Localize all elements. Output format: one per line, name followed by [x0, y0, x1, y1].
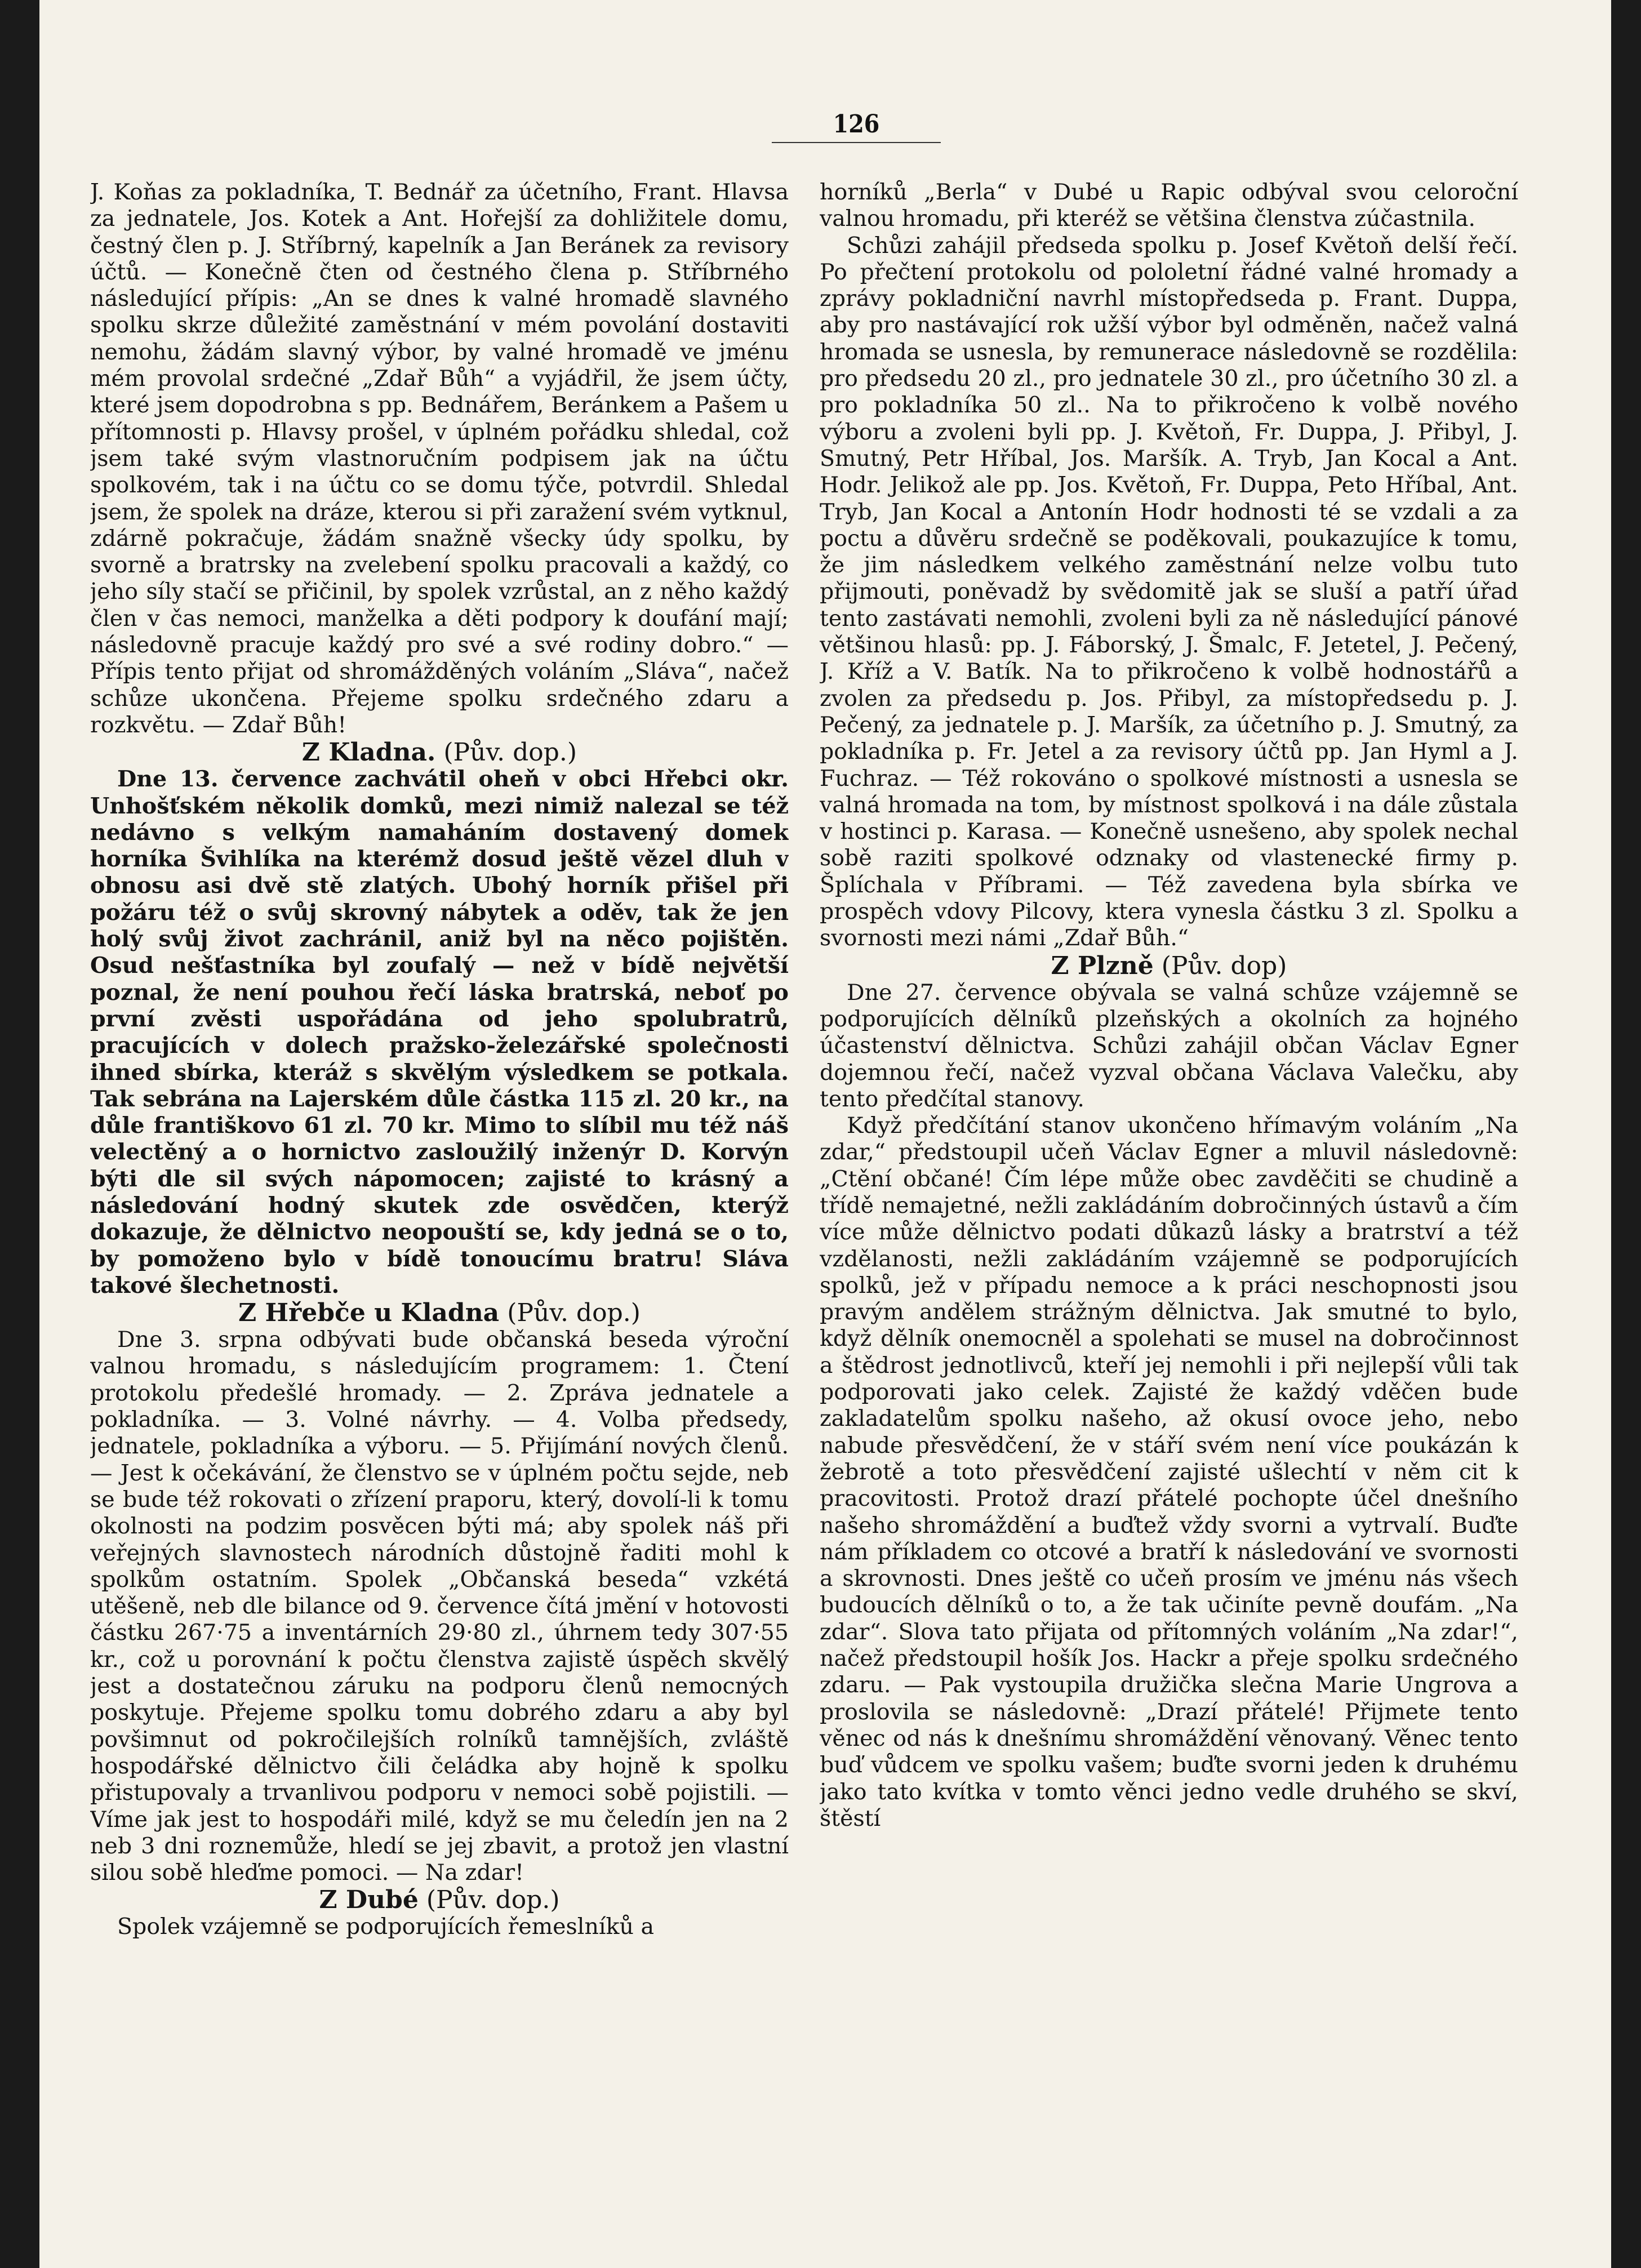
section-heading [90, 739, 789, 766]
heading-note: (Pův. dop.) [426, 1885, 560, 1915]
article-paragraph: Když předčítání stanov ukončeno hřímavým voláním „Na zdar,“ předstoupil učeň Václav Egner a mluvil následovně: „Ctění občané! Čím lépe může obec zavděčiti se chudině a třídě nemajetné, nežli zakládáním dobročinných ústavů a čím více může dělnictvo podati důkazů lásky a bratrství a též vzdělanosti, nežli zakládáním vzájemně se podporujících spolků, jež v případu nemoce a k práci neschopnosti jsou pravým andělem strážným dělnictva. Jak smutné to bylo, když dělník onemocněl a spolehati se musel na dobročinnost a štědrost jednotlivců, kteří jej nemohli i při nejlepší vůli tak podporovati jako celek. Zajisté že každý vděčen bude zakladatelům spolku našeho, až okusí ovoce jeho, nebo nabude přesvědčení, že v stáří svém není více poukázán k žebrotě a toto přesvědčení zajisté ušlechtí v něm cit k pracovitosti. Protož drazí přátelé pochopte účel dnešního našeho shromáždění a buďtež vždy svorni a vytrvalí. Buďte nám příkladem co otcové a bratří k následování ve svornosti a skrovnosti. Dnes ještě co učeň prosím ve jménu nás všech budoucích dělníků o to, a že tak učiníte pevně doufám. „Na zdar“. Slova tato přijata od přítomných voláním „Na zdar!“, načež předstoupil hošík Jos. Hackr a přeje spolku srdečného zdaru. — Pak vystoupila družička slečna Marie Ungrova a proslovila se následovně: „Drazí přátelé! Přijmete tento věnec od nás k dnešnímu shromáždění věnovaný. Věnec tento buď vůdcem ve spolku vašem; buďte svorni jeden k druhému jako tato kvítka v tomto věnci jedno vedle druhého se skví, štěstí [820, 1113, 1518, 1831]
heading-place: Z Plzně [1051, 951, 1154, 980]
section-heading [90, 1886, 789, 1914]
heading-place: Z Kladna. [301, 738, 436, 767]
page-number: 126 [833, 110, 880, 139]
article-paragraph: Dne 3. srpna odbývati bude občanská beseda výroční valnou hromadu, s následujícím programem: 1. Čtení protokolu předešlé hromady. — 2. Zpráva jednatele a pokladníka. — 3. Volné návrhy. — 4. Volba předsedy, jednatele, pokladníka a výboru. — 5. Přijímání nových členů. — Jest k očekávání, že členstvo se v úplném počtu sejde, neb se bude též rokovati o zřízení praporu, který, dovolí-li k tomu okolnosti na podzim posvěcen býti má; aby spolek náš při veřejných slavnostech národních důstojně řaditi mohl k spolkům ostatním. Spolek „Občanská beseda“ vzkétá utěšeně, neb dle bilance od 9. července čítá jmění v hotovosti částku 267·75 a inventárních 29·80 zl., úhrnem tedy 307·55 kr., což u porovnání k počtu členstva zajistě úspěch skvělý jest a dostatečnou záruku na podporu členů nemocných poskytuje. Přejeme spolku tomu dobrého zdaru a aby byl povšimnut od pokročilejších rolníků tamnějších, zvláště hospodářské dělnictvo čili čeládka aby hojně k spolku přistupovaly a trvanlivou podporu v nemoci sobě pojistili. — Víme jak jest to hospodáři milé, když se mu čeledín jen na 2 neb 3 dni roznemůže, hledí se jej zbavit, a protož jen vlastní silou sobě hleďme pomoci. — Na zdar! [90, 1327, 789, 1886]
section-heading [90, 1299, 789, 1327]
heading-place: Z Dubé [319, 1885, 419, 1915]
article-paragraph: Schůzi zahájil předseda spolku p. Josef Květoň delší řečí. Po přečtení protokolu od pololetní řádné valné hromady a zprávy pokladniční navrhl místopředseda p. Frant. Duppa, aby pro nastávající rok užší výbor byl odměněn, načež valná hromada se usnesla, by remunerace následovně se rozdělila: pro předsedu 20 zl., pro jednatele 30 zl., pro účetního 30 zl. a pro pokladníka 50 zl.. Na to přikročeno k volbě nového výboru a zvoleni byli pp. J. Květoň, Fr. Duppa, J. Přibyl, J. Smutný, Petr Hříbal, Jos. Maršík. A. Tryb, Jan Kocal a Ant. Hodr. Jelikož ale pp. Jos. Květoň, Fr. Duppa, Peto Hříbal, Ant. Tryb, Jan Kocal a Antonín Hodr hodnosti té se vzdali a za poctu a důvěru srdečně se poděkovali, poukazujíce k tomu, že jim následkem velkého zaměstnání nelze volbu tuto přijmouti, poněvadž by svědomitě jak se sluší a patří úřad tento zastávati nemohli, zvoleni byli za ně následující pánové většinou hlasů: pp. J. Fáborský, J. Šmalc, F. Jetetel, J. Pečený, J. Kříž a V. Batík. Na to přikročeno k volbě hodnostářů a zvolen za předsedu p. Jos. Přibyl, za místopředsedu p. J. Pečený, za jednatele p. J. Maršík, za účetního p. J. Smutný, za pokladníka p. Fr. Jetel a za revisory účtů pp. Jan Hyml a J. Fuchraz. — Též rokováno o spolkové místnosti a usnesla se valná hromada na tom, by místnost spolková i na dále zůstala v hostinci p. Karasa. — Konečně usnešeno, aby spolek nechal sobě raziti spolkové odznaky od vlastenecké firmy p. Šplíchala v Příbrami. — Též zavedena byla sbírka ve prospěch vdovy Pilcovy, ktera vynesla částku 3 zl. Spolku a svornosti mezi námi „Zdař Bůh.“ [820, 232, 1518, 951]
page-number-rule [772, 142, 941, 143]
heading-note: (Pův. dop) [1161, 951, 1287, 980]
heading-place: Z Hřebče u Kladna [238, 1298, 500, 1328]
section-heading [820, 952, 1518, 980]
article-paragraph: Dne 27. července obývala se valná schůze vzájemně se podporujících dělníků plzeňských a okolních za hojného účastenství dělnictva. Schůzi zahájil občan Václav Egner dojemnou řečí, načež vyzval občana Václava Valečku, aby tento předčítal stanovy. [820, 979, 1518, 1112]
right-column [820, 179, 1518, 2252]
article-paragraph: Dne 13. července zachvátil oheň v obci Hřebci okr. Unhošťském několik domků, mezi nimiž nalezal se též nedávno s velkým namaháním dostavený domek horníka Švihlíka na kterémž dosud ještě vězel dluh v obnosu asi dvě stě zlatých. Ubohý horník přišel při požáru též o svůj skrovný nábytek a oděv, tak že jen holý svůj život zachránil, aniž byl na něco pojištěn. Osud nešťastníka byl zoufalý — než v bídě největší poznal, že není pouhou řečí láska bratrská, neboť po první zvěsti uspořádána od jeho spolubratrů, pracujících v dolech pražsko-železářské společnosti ihned sbírka, kteráž s skvělým výsledkem se potkala. Tak sebrána na Lajerském důle částka 115 zl. 20 kr., na důle františkovo 61 zl. 70 kr. Mimo to slíbil mu též náš velectěný a o hornictvo zasloužilý inženýr D. Korvýn býti dle sil svých nápomocen; zajisté to krásný a následování hodný skutek zde osvědčen, kterýž dokazuje, že dělnictvo neopouští se, kdy jedná se o to, by pomoženo bylo v bídě tonoucímu bratru! Sláva takové šlechetnosti. [90, 766, 789, 1298]
left-column [90, 179, 789, 2252]
heading-note: (Pův. dop.) [443, 738, 577, 767]
article-paragraph: horníků „Berla“ v Dubé u Rapic odbýval svou celoroční valnou hromadu, při kteréž se většina členstva zúčastnila. [820, 179, 1518, 232]
heading-note: (Pův. dop.) [507, 1298, 641, 1328]
article-paragraph: J. Koňas za pokladníka, T. Bednář za účetního, Frant. Hlavsa za jednatele, Jos. Kotek a Ant. Hořejší za dohližitele domu, čestný člen p. J. Stříbrný, kapelník a Jan Beránek za revisory účtů. — Konečně čten od čestného člena p. Stříbrného následující přípis: „An se dnes k valné hromadě slavného spolku skrze důležité zaměstnání v mém povolání dostaviti nemohu, žádám slavný výbor, by valné hromadě ve jménu mém provolal srdečné „Zdař Bůh“ a vyjádřil, že jsem účty, které jsem dopodrobna s pp. Bednářem, Beránkem a Pašem u přítomnosti p. Hlavsy prošel, v úplném pořádku shledal, což jsem také svým vlastnoručním podpisem jak na účtu spolkovém, tak i na účtu co se domu týče, potvrdil. Shledal jsem, že spolek na dráze, kterou si při zaražení svém vytknul, zdárně pokračuje, žádám snažně všecky údy spolku, by svorně a bratrsky na zvelebení spolku pracovali a každý, co jeho síly stačí se přičinil, by spolek vzrůstal, an z něho každý člen v čas nemoci, manželka a děti podpory k doufání mají; následovně pracuje každý pro své a své rodiny dobro.“ — Přípis tento přijat od shromážděných voláním „Sláva“, načež schůze ukončena. Přejeme spolku srdečného zdaru a rozkvětu. — Zdař Bůh! [90, 179, 789, 738]
newspaper-page [39, 0, 1611, 2268]
article-paragraph: Spolek vzájemně se podporujících řemeslníků a [117, 1914, 654, 1940]
